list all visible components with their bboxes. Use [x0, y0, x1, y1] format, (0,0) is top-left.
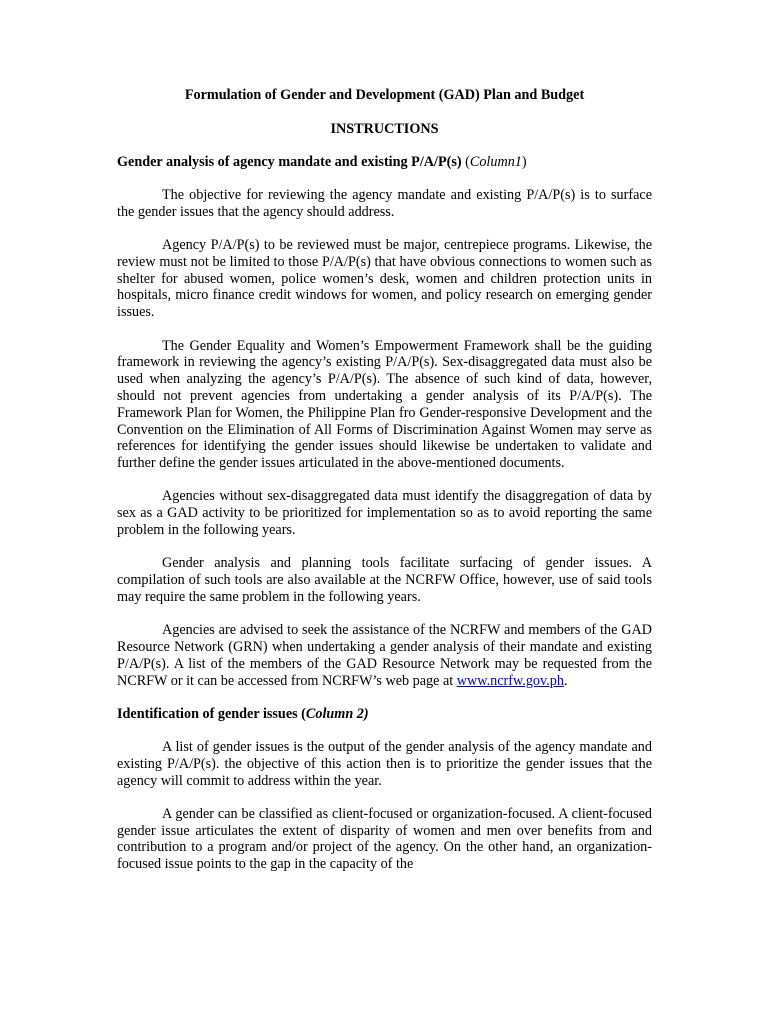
- paragraph-gender-classification: A gender can be classified as client-focused or organization-focused. A client-focused gender issue articulates the extent of disparity of women and men over benefits from and contribution to a program and/or project of the agency. On the other hand, an organization-focused issue points to the gap in the capacity of the: [117, 805, 652, 873]
- paragraph-gender-issues-list: A list of gender issues is the output of the gender analysis of the agency mandate and existing P/A/P(s). the objective of this action then is to prioritize the gender issues that the agency will commit to address within the year.: [117, 738, 652, 789]
- section-heading-column-ref: [306, 706, 369, 722]
- paragraph-agency-programs: Agency P/A/P(s) to be reviewed must be major, centrepiece programs. Likewise, the review must not be limited to those P/A/P(s) that have obvious connections to women such as shelter for abused women, police women’s desk, women and children protection units in hospitals, micro finance credit windows for women, and policy research on emerging gender issues.: [117, 237, 652, 321]
- paragraph-framework: The Gender Equality and Women’s Empowerment Framework shall be the guiding framework in reviewing the agency’s existing P/A/P(s). Sex-disaggregated data must also be used when analyzing the agency’s P/A/P(s). The absence of such kind of data, however, should not prevent agencies from undertaking a gender analysis of its P/A/P(s). The Framework Plan for Women, the Philippine Plan fro Gender-responsive Development and the Convention on the Elimination of All Forms of Discrimination Against Women may serve as references for identifying the gender issues should likewise be undertaken to validate and further define the gender issues articulated in the above-mentioned documents.: [117, 337, 652, 472]
- section-heading-gender-analysis: [117, 154, 652, 171]
- instructions-heading: INSTRUCTIONS: [330, 121, 439, 137]
- section-heading-gender-issues: [117, 706, 652, 723]
- paragraph-assistance-end: .: [563, 672, 568, 689]
- paragraph-assistance: [117, 622, 652, 689]
- paragraph-analysis-tools: Gender analysis and planning tools facilitate surfacing of gender issues. A compilation of such tools are also available at the NCRFW Office, however, use of said tools may require the same problem in the following years.: [117, 555, 652, 605]
- section-heading-open-paren: (: [461, 154, 470, 170]
- document-title: Formulation of Gender and Development (GAD) Plan and Budget: [184, 87, 585, 103]
- paragraph-assistance-text: Agencies are advised to seek the assistance of the NCRFW and members of the GAD Resource Network (GRN) when undertaking a gender analysis of their mandate and existing P/A/P(s). A list of the members of the GAD Resource Network may be requested from the NCRFW or it can be accessed from NCRFW’s web page at: [117, 622, 652, 689]
- section-heading-close-paren: ): [521, 154, 527, 170]
- section-heading-bold-text: Gender analysis of agency mandate and existing P/A/P(s): [117, 154, 462, 170]
- ncrfw-website-link[interactable]: www.ncrfw.gov.ph: [456, 672, 564, 689]
- section-heading-column-ref-italic: Column 2): [305, 705, 369, 722]
- paragraph-sex-disaggregated-data: Agencies without sex-disaggregated data must identify the disaggregation of data by sex as a GAD activity to be prioritized for implementation so as to avoid reporting the same problem in the following years.: [117, 488, 652, 539]
- section-heading-bold-text: Identification of gender issues (: [117, 705, 306, 722]
- paragraph-objective: The objective for reviewing the agency mandate and existing P/A/P(s) is to surface the gender issues that the agency should address.: [117, 187, 652, 220]
- section-heading-column-ref: Column1: [469, 154, 522, 170]
